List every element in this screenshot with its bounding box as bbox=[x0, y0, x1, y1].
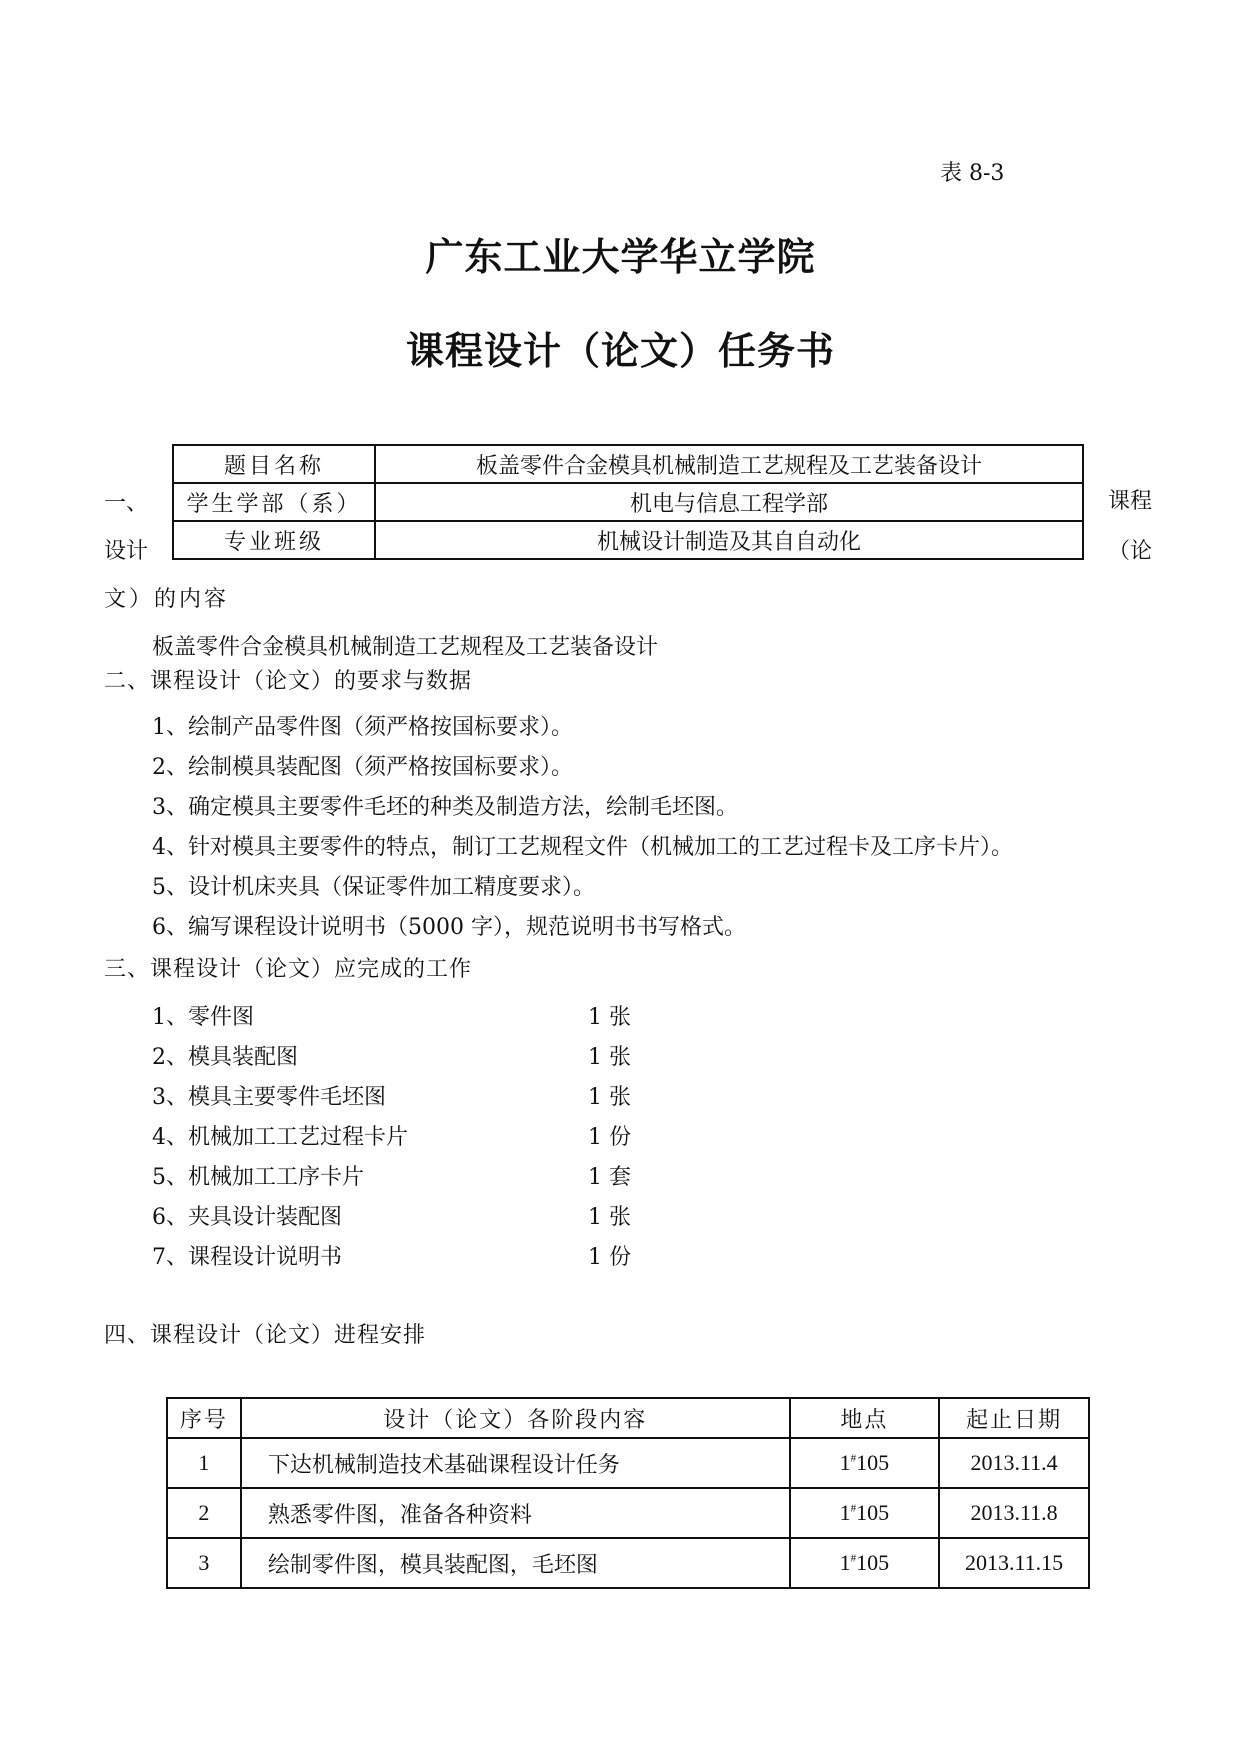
row-no: 2 bbox=[167, 1488, 241, 1538]
info-label-topic: 题目名称 bbox=[173, 445, 375, 483]
requirement-item: 5、设计机床夹具（保证零件加工精度要求）。 bbox=[152, 875, 595, 900]
place-superscript: # bbox=[850, 1502, 857, 1515]
place-superscript: # bbox=[850, 1452, 857, 1465]
info-table bbox=[172, 444, 1084, 560]
table-row bbox=[167, 1438, 1089, 1488]
deliverable-name: 1、零件图 bbox=[152, 1005, 254, 1030]
row-date: 2013.11.4 bbox=[939, 1438, 1089, 1488]
deliverable-name: 5、机械加工工序卡片 bbox=[152, 1165, 364, 1190]
column-header-no: 序号 bbox=[167, 1398, 241, 1438]
section1-content: 板盖零件合金模具机械制造工艺规程及工艺装备设计 bbox=[152, 635, 659, 660]
section1-label-right-2: （论 bbox=[1108, 539, 1153, 564]
deliverable-name: 3、模具主要零件毛坯图 bbox=[152, 1085, 386, 1110]
place-number: 1 bbox=[839, 1500, 851, 1525]
deliverable-qty: 1 套 bbox=[588, 1165, 631, 1190]
row-content: 下达机械制造技术基础课程设计任务 bbox=[241, 1438, 790, 1488]
row-no: 3 bbox=[167, 1538, 241, 1588]
section1-label-left-1: 一、 bbox=[104, 491, 149, 516]
schedule-table bbox=[166, 1397, 1090, 1589]
row-no: 1 bbox=[167, 1438, 241, 1488]
table-row bbox=[167, 1488, 1089, 1538]
column-header-content: 设计（论文）各阶段内容 bbox=[241, 1398, 790, 1438]
row-place bbox=[790, 1488, 940, 1538]
place-room: 105 bbox=[856, 1550, 890, 1575]
deliverable-qty: 1 张 bbox=[588, 1005, 631, 1030]
section1-label-right-1: 课程 bbox=[1108, 489, 1153, 514]
info-row bbox=[173, 521, 1083, 559]
info-value-department: 机电与信息工程学部 bbox=[375, 483, 1083, 521]
deliverable-name: 7、课程设计说明书 bbox=[152, 1245, 342, 1270]
deliverable-name: 2、模具装配图 bbox=[152, 1045, 298, 1070]
section3-heading: 三、课程设计（论文）应完成的工作 bbox=[104, 957, 473, 982]
table-number: 表 8-3 bbox=[940, 161, 1005, 186]
school-name: 广东工业大学华立学院 bbox=[425, 234, 816, 279]
deliverable-name: 6、夹具设计装配图 bbox=[152, 1205, 342, 1230]
section4-heading: 四、课程设计（论文）进程安排 bbox=[104, 1323, 427, 1348]
row-date: 2013.11.15 bbox=[939, 1538, 1089, 1588]
deliverable-name: 4、机械加工工艺过程卡片 bbox=[152, 1125, 408, 1150]
place-room: 105 bbox=[856, 1450, 890, 1475]
row-place bbox=[790, 1438, 940, 1488]
deliverable-qty: 1 张 bbox=[588, 1045, 631, 1070]
deliverable-qty: 1 份 bbox=[588, 1245, 631, 1270]
section1-label-left-2: 设计 bbox=[104, 539, 149, 564]
place-superscript: # bbox=[850, 1552, 857, 1565]
document-title: 课程设计（论文）任务书 bbox=[405, 328, 835, 373]
deliverable-qty: 1 张 bbox=[588, 1205, 631, 1230]
deliverable-qty: 1 张 bbox=[588, 1085, 631, 1110]
requirement-item: 1、绘制产品零件图（须严格按国标要求）。 bbox=[152, 715, 573, 740]
table-row bbox=[167, 1538, 1089, 1588]
column-header-date: 起止日期 bbox=[939, 1398, 1089, 1438]
requirement-item: 2、绘制模具装配图（须严格按国标要求）。 bbox=[152, 755, 573, 780]
info-label-department: 学生学部（系） bbox=[173, 483, 375, 521]
section1-heading-continued: 文）的内容 bbox=[104, 587, 230, 612]
info-value-topic: 板盖零件合金模具机械制造工艺规程及工艺装备设计 bbox=[375, 445, 1083, 483]
info-label-class: 专业班级 bbox=[173, 521, 375, 559]
requirement-item: 4、针对模具主要零件的特点，制订工艺规程文件（机械加工的工艺过程卡及工序卡片）。 bbox=[152, 835, 1014, 860]
section2-heading: 二、课程设计（论文）的要求与数据 bbox=[104, 669, 473, 694]
schedule-header-row bbox=[167, 1398, 1089, 1438]
row-date: 2013.11.8 bbox=[939, 1488, 1089, 1538]
info-row bbox=[173, 483, 1083, 521]
info-row bbox=[173, 445, 1083, 483]
row-place bbox=[790, 1538, 940, 1588]
info-value-class: 机械设计制造及其自自动化 bbox=[375, 521, 1083, 559]
requirement-item: 3、确定模具主要零件毛坯的种类及制造方法，绘制毛坯图。 bbox=[152, 795, 738, 820]
requirement-item: 6、编写课程设计说明书（5000 字），规范说明书书写格式。 bbox=[152, 915, 746, 940]
place-room: 105 bbox=[856, 1500, 890, 1525]
column-header-place: 地点 bbox=[790, 1398, 940, 1438]
row-content: 绘制零件图，模具装配图，毛坯图 bbox=[241, 1538, 790, 1588]
deliverable-qty: 1 份 bbox=[588, 1125, 631, 1150]
place-number: 1 bbox=[839, 1550, 851, 1575]
place-number: 1 bbox=[839, 1450, 851, 1475]
row-content: 熟悉零件图，准备各种资料 bbox=[241, 1488, 790, 1538]
